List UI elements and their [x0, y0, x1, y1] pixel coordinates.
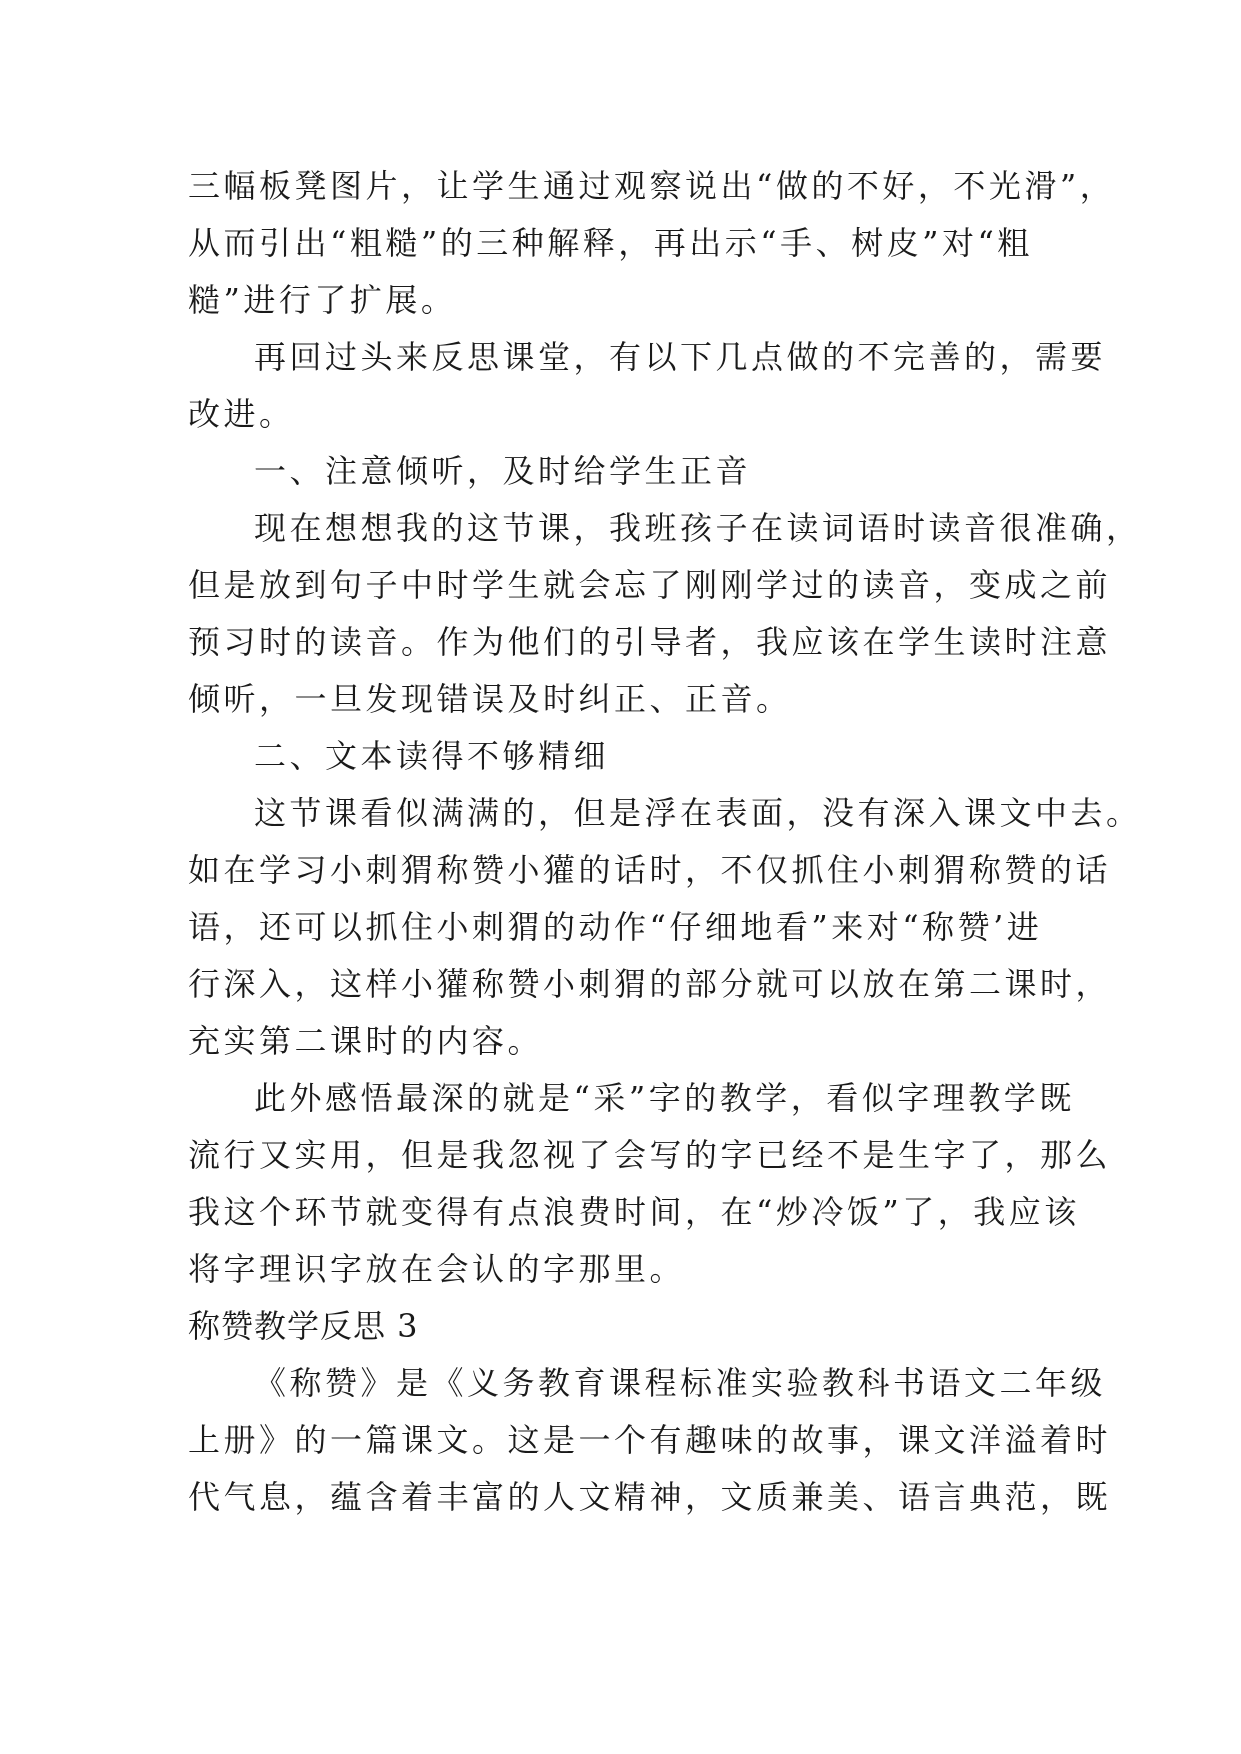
- text-line: 现在想想我的这节课，我班孩子在读词语时读音很准确，: [254, 509, 1142, 547]
- paragraph: [188, 1355, 1112, 1526]
- document-page: [188, 158, 1142, 1526]
- text-line: 但是放到句子中时学生就会忘了刚刚学过的读音，变成之前: [188, 566, 1112, 604]
- paragraph: [188, 785, 1142, 1070]
- text-line: 这节课看似满满的，但是浮在表面，没有深入课文中去。: [254, 794, 1142, 832]
- text-line: 倾听，一旦发现错误及时纠正、正音。: [188, 680, 792, 718]
- text-line: 上册》的一篇课文。这是一个有趣味的故事，课文洋溢着时: [188, 1421, 1112, 1459]
- text-line: 糙”进行了扩展。: [188, 281, 457, 319]
- text-line: 语，还可以抓住小刺猬的动作“仔细地看”来对“称赞’进: [188, 908, 1043, 946]
- text-line: 我这个环节就变得有点浪费时间，在“炒冷饭”了，我应该: [188, 1193, 1080, 1231]
- heading-text: 称赞教学反思 3: [188, 1307, 419, 1345]
- text-line: 此外感悟最深的就是“采”字的教学，看似字理教学既: [254, 1079, 1075, 1117]
- text-line: 流行又实用，但是我忽视了会写的字已经不是生字了，那么: [188, 1136, 1112, 1174]
- text-line: 改进。: [188, 395, 295, 433]
- section-heading: [188, 728, 1058, 785]
- paragraph: [188, 500, 1142, 728]
- paragraph: [188, 158, 1116, 329]
- document-heading: [188, 1298, 1058, 1355]
- text-line: 再回过头来反思课堂，有以下几点做的不完善的，需要: [254, 338, 1107, 376]
- text-line: 行深入，这样小獾称赞小刺猬的部分就可以放在第二课时，: [188, 965, 1112, 1003]
- text-line: 代气息，蕴含着丰富的人文精神，文质兼美、语言典范，既: [188, 1478, 1112, 1516]
- text-line: 二、文本读得不够精细: [254, 737, 610, 775]
- paragraph: [188, 329, 1107, 443]
- text-line: 一、注意倾听，及时给学生正音: [254, 452, 752, 490]
- paragraph: [188, 1070, 1112, 1298]
- text-line: 将字理识字放在会认的字那里。: [188, 1250, 686, 1288]
- text-line: 《称赞》是《义务教育课程标准实验教科书语文二年级: [254, 1364, 1107, 1402]
- text-line: 从而引出“粗糙”的三种解释，再出示“手、树皮”对“粗: [188, 224, 1033, 262]
- text-line: 充实第二课时的内容。: [188, 1022, 544, 1060]
- text-line: 如在学习小刺猬称赞小獾的话时，不仅抓住小刺猬称赞的话: [188, 851, 1112, 889]
- section-heading: [188, 443, 1058, 500]
- text-line: 预习时的读音。作为他们的引导者，我应该在学生读时注意: [188, 623, 1112, 661]
- text-line: 三幅板凳图片，让学生通过观察说出“做的不好，不光滑”，: [188, 167, 1116, 205]
